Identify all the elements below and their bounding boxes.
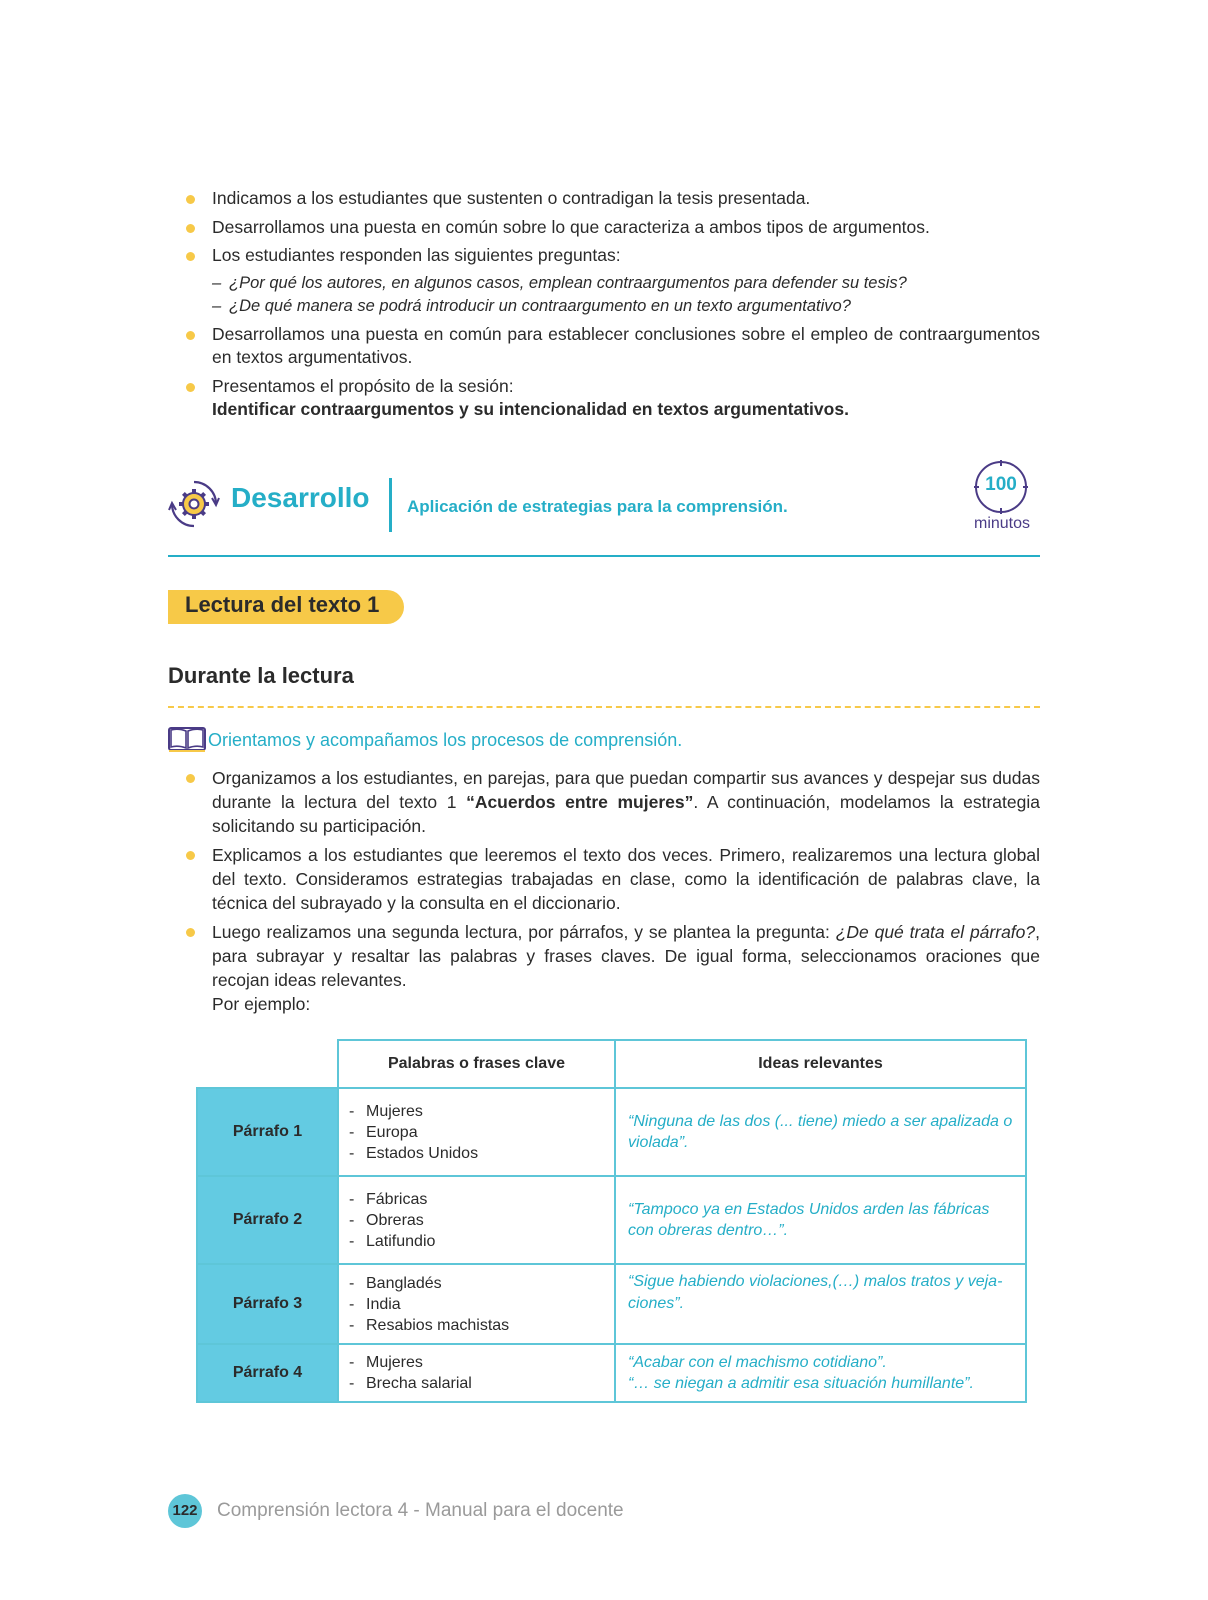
keywords-cell: - Mujeres - Brecha salarial bbox=[338, 1344, 615, 1402]
question-item: – ¿Por qué los autores, en algunos casos, emplean contraargumentos para defender su tesis? bbox=[212, 273, 907, 292]
column-header: Palabras o frases clave bbox=[338, 1040, 615, 1088]
duration-unit: minutos bbox=[973, 515, 1031, 532]
bullet-dot-icon bbox=[186, 928, 195, 937]
bullet-dot-icon bbox=[186, 851, 195, 860]
orientation-text: Orientamos y acompañamos los procesos de comprensión. bbox=[208, 730, 683, 750]
bullet-dot-icon bbox=[186, 774, 195, 783]
list-item: Los estudiantes responden las siguientes preguntas: – ¿Por qué los autores, en algunos casos, emplean contraargumentos para defender su tesis? – ¿De qué manera se podrá introducir un contraargumento en un texto argumentativo? bbox=[168, 244, 1040, 318]
subsection-heading: Durante la lectura bbox=[168, 663, 354, 688]
ideas-cell: “Acabar con el machismo cotidiano”. “… se niegan a admitir esa situación humillante”. bbox=[615, 1344, 1026, 1402]
ideas-cell: “Tampoco ya en Estados Unidos arden las fábricas con obreras dentro…”. bbox=[615, 1176, 1026, 1264]
bullet-dot-icon bbox=[186, 331, 195, 340]
keywords-cell: - Bangladés - India - Resabios machistas bbox=[338, 1264, 615, 1344]
example-label: Por ejemplo: bbox=[212, 994, 311, 1014]
keywords-cell: - Mujeres - Europa - Estados Unidos bbox=[338, 1088, 615, 1176]
row-header: Párrafo 1 bbox=[197, 1088, 338, 1176]
ideas-cell: “Sigue habiendo violaciones,(…) malos tratos y veja-ciones”. bbox=[615, 1264, 1026, 1344]
section-rule bbox=[168, 555, 1040, 557]
bullet-dot-icon bbox=[186, 195, 195, 204]
question-list bbox=[212, 272, 1040, 318]
ideas-cell: “Ninguna de las dos (... tiene) miedo a ser apalizada o violada”. bbox=[615, 1088, 1026, 1176]
table-corner bbox=[197, 1040, 338, 1088]
question-item: – ¿De qué manera se podrá introducir un contraargumento en un texto argumentativo? bbox=[212, 296, 851, 315]
gear-cycle-icon bbox=[168, 478, 220, 530]
row-header: Párrafo 4 bbox=[197, 1344, 338, 1402]
keywords-cell: - Fábricas - Obreras - Latifundio bbox=[338, 1176, 615, 1264]
section-title: Desarrollo bbox=[231, 482, 370, 513]
reading-tag-label: Lectura del texto 1 bbox=[185, 592, 380, 617]
page-number: 122 bbox=[168, 1494, 202, 1528]
row-header: Párrafo 3 bbox=[197, 1264, 338, 1344]
table-row bbox=[197, 1176, 1026, 1264]
table-row bbox=[197, 1344, 1026, 1402]
open-book-icon bbox=[168, 727, 206, 753]
duration-value: 100 bbox=[985, 474, 1017, 495]
reading-bullets bbox=[168, 766, 1040, 1021]
session-purpose: Identificar contraargumentos y su intencionalidad en textos argumentativos. bbox=[212, 399, 849, 419]
row-header: Párrafo 2 bbox=[197, 1176, 338, 1264]
bullet-dot-icon bbox=[186, 383, 195, 392]
bullet-dot-icon bbox=[186, 252, 195, 261]
list-item: Explicamos a los estudiantes que leeremos el texto dos veces. Primero, realizaremos una lectura global del texto. Consideramos estrategias trabajadas en clase, como la identificación de palabras clave, la técnica del subrayado y la consulta en el diccionario. bbox=[168, 843, 1040, 915]
list-item: Organizamos a los estudiantes, en parejas, para que puedan compartir sus avances y despejar sus dudas durante la lectura del texto 1 “Acuerdos entre mujeres”. A continuación, modelamos la estrategia solicitando su participación. bbox=[168, 766, 1040, 838]
table-row bbox=[197, 1088, 1026, 1176]
table-header-row bbox=[197, 1040, 1026, 1088]
list-item: Luego realizamos una segunda lectura, por párrafos, y se plantea la pregunta: ¿De qué trata el párrafo?, para subrayar y resaltar las palabras y frases claves. De igual forma, seleccionamos oraciones que recojan ideas relevantes. Por ejemplo: bbox=[168, 920, 1040, 1016]
list-item: Desarrollamos una puesta en común sobre lo que caracteriza a ambos tipos de argumentos. bbox=[168, 216, 1040, 240]
list-item: Presentamos el propósito de la sesión: Identificar contraargumentos y su intencionalidad en textos argumentativos. bbox=[168, 375, 1040, 422]
table-row bbox=[197, 1264, 1026, 1344]
list-item: Indicamos a los estudiantes que sustenten o contradigan la tesis presentada. bbox=[168, 187, 1040, 211]
divider bbox=[389, 478, 392, 532]
bullet-dot-icon bbox=[186, 224, 195, 233]
list-item: Desarrollamos una puesta en común para establecer conclusiones sobre el empleo de contraargumentos en textos argumentativos. bbox=[168, 323, 1040, 370]
column-header: Ideas relevantes bbox=[615, 1040, 1026, 1088]
section-subtitle: Aplicación de estrategias para la comprensión. bbox=[407, 497, 788, 516]
keywords-table bbox=[196, 1039, 1027, 1403]
dashed-divider bbox=[168, 706, 1040, 708]
intro-bullets bbox=[168, 187, 1040, 427]
footer-title: Comprensión lectora 4 - Manual para el docente bbox=[217, 1500, 624, 1521]
